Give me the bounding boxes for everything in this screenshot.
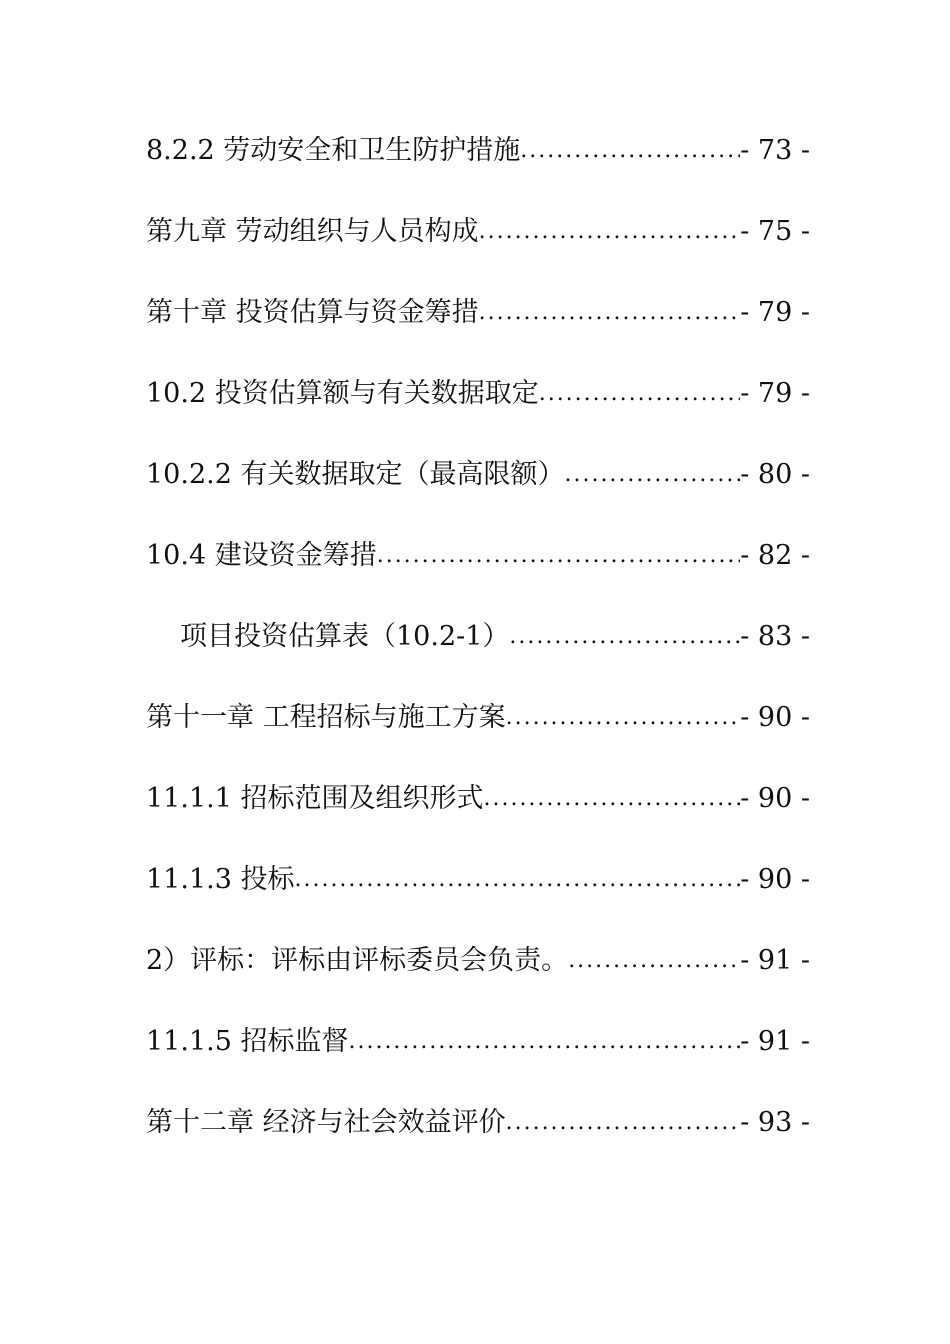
toc-entry-title: 10.2 投资估算额与有关数据取定: [146, 378, 539, 409]
toc-entry[interactable]: [146, 452, 810, 533]
dot-leader: [568, 938, 740, 984]
toc-entry[interactable]: [146, 128, 810, 209]
toc-entry-title: 11.1.3 投标: [146, 864, 295, 895]
dot-leader: [479, 209, 741, 255]
toc-entry-page: - 90 -: [740, 783, 810, 814]
toc-entry-title: 第十章 投资估算与资金筹措: [146, 297, 479, 328]
toc-entry-page: - 83 -: [740, 621, 810, 652]
toc-entry-page: - 79 -: [740, 378, 810, 409]
dot-leader: [509, 614, 740, 660]
toc-entry[interactable]: [146, 1100, 810, 1181]
toc-entry-title: 第十二章 经济与社会效益评价: [146, 1107, 506, 1138]
dot-leader: [506, 1100, 741, 1146]
toc-entry-page: - 91 -: [740, 945, 810, 976]
toc-entry-title: 11.1.1 招标范围及组织形式: [146, 783, 484, 814]
toc-entry[interactable]: [146, 1019, 810, 1100]
toc-entry-title: 第十一章 工程招标与施工方案: [146, 702, 506, 733]
dot-leader: [483, 776, 740, 822]
toc-entry[interactable]: [146, 209, 810, 290]
dot-leader: [377, 533, 741, 579]
toc-entry-page: - 75 -: [740, 216, 810, 247]
toc-entry[interactable]: [146, 776, 810, 857]
toc-entry-page: - 73 -: [740, 135, 810, 166]
toc-entry[interactable]: [146, 290, 810, 371]
toc-entry-title: 10.2.2 有关数据取定（最高限额）: [146, 459, 565, 490]
toc-entry-page: - 79 -: [740, 297, 810, 328]
toc-entry[interactable]: [146, 371, 810, 452]
toc-entry-page: - 80 -: [740, 459, 810, 490]
toc-entry[interactable]: [146, 533, 810, 614]
toc-entry-title: 11.1.5 招标监督: [146, 1026, 349, 1057]
toc-entry-page: - 90 -: [740, 864, 810, 895]
toc-entry[interactable]: [146, 938, 810, 1019]
dot-leader: [564, 452, 740, 498]
toc-entry-title: 10.4 建设资金筹措: [146, 540, 377, 571]
toc-entry-title: 8.2.2 劳动安全和卫生防护措施: [146, 135, 521, 166]
toc-entry-page: - 82 -: [740, 540, 810, 571]
table-of-contents: [146, 128, 810, 1181]
dot-leader: [348, 1019, 740, 1065]
toc-entry-page: - 90 -: [740, 702, 810, 733]
toc-entry-title: 2）评标：评标由评标委员会负责。: [146, 945, 569, 976]
dot-leader: [539, 371, 741, 417]
toc-entry-page: - 93 -: [740, 1107, 810, 1138]
toc-entry-title: 第九章 劳动组织与人员构成: [146, 216, 479, 247]
dot-leader: [294, 857, 740, 903]
toc-entry-title: 项目投资估算表（10.2-1）: [180, 621, 510, 652]
dot-leader: [479, 290, 741, 336]
dot-leader: [520, 128, 740, 174]
toc-entry[interactable]: [146, 857, 810, 938]
toc-entry[interactable]: [146, 614, 810, 695]
toc-entry[interactable]: [146, 695, 810, 776]
toc-entry-page: - 91 -: [740, 1026, 810, 1057]
dot-leader: [506, 695, 741, 741]
